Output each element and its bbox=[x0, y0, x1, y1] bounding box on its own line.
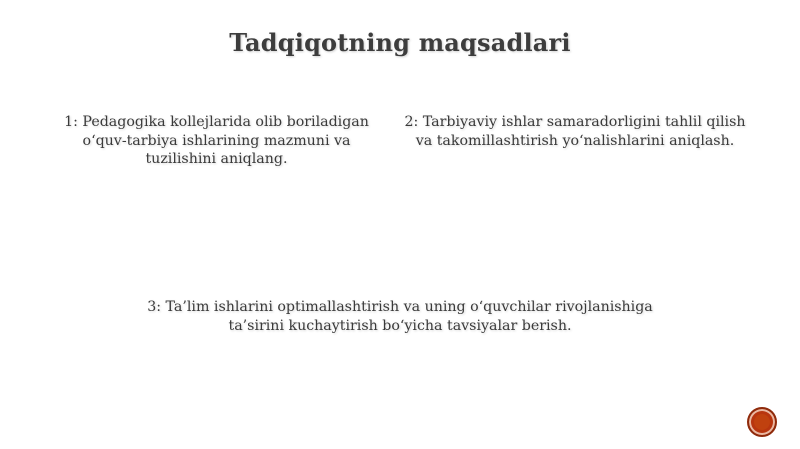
goal-2-text: 2: Tarbiyaviy ishlar samaradorligini tahlil qilish va takomillashtirish yoʻnalishlarini aniqlash. bbox=[404, 114, 746, 149]
slide-title: Tadqiqotning maqsadlari bbox=[229, 28, 571, 57]
goal-1-text: 1: Pedagogika kollejlarida olib boriladigan oʻquv-tarbiya ishlarining mazmuni va tuzilishini aniqlang. bbox=[64, 114, 369, 167]
goal-3-text: 3: Ta’lim ishlarini optimallashtirish va uning oʻquvchilar rivojlanishiga ta’sirini kuchaytirish boʻyicha tavsiyalar berish. bbox=[147, 299, 653, 334]
circle-nav-icon[interactable] bbox=[747, 407, 777, 437]
